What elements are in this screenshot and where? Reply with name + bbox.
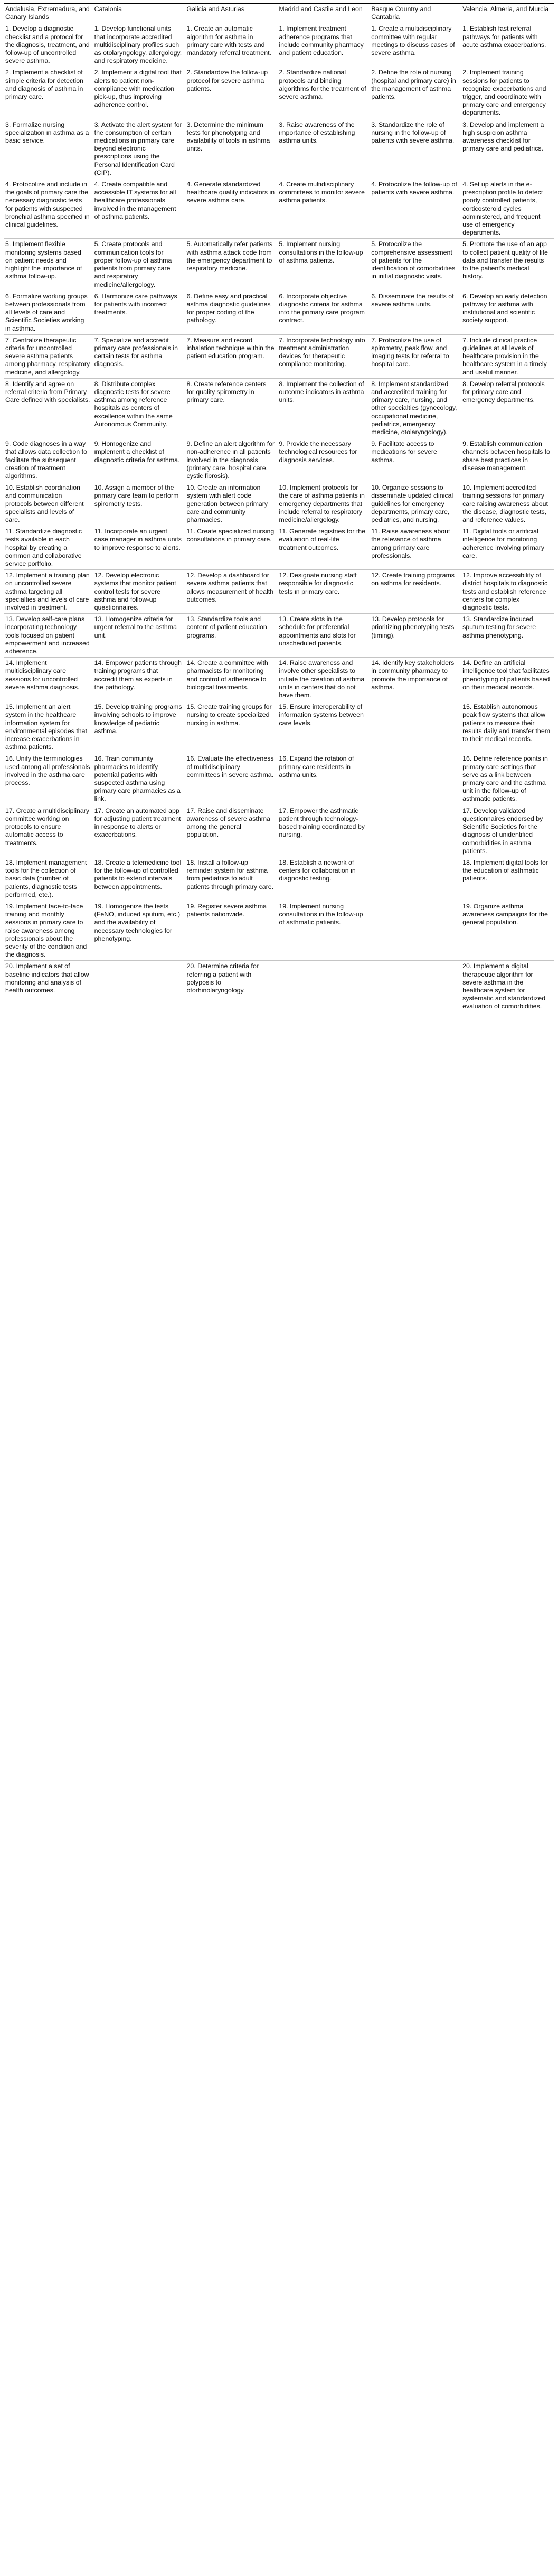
table-cell <box>93 378 186 438</box>
table-cell <box>93 119 186 179</box>
table-cell <box>370 526 461 570</box>
recommendation-text <box>371 807 458 815</box>
table-cell <box>461 179 554 239</box>
recommendation-text: 8. Develop referral protocols for primary care and emergency departments. <box>462 380 545 404</box>
recommendation-text: 20. Determine criteria for referring a patient with polyposis to otorhinolaryngology. <box>186 962 259 994</box>
table-cell <box>370 701 461 753</box>
table-cell <box>370 570 461 614</box>
table-cell <box>461 239 554 291</box>
table-row <box>4 378 554 438</box>
table-cell <box>278 378 370 438</box>
table-cell <box>93 805 186 857</box>
recommendation-text: 14. Raise awareness and involve other specialists to initiate the creation of asthma units in centers that do not have them. <box>279 659 365 699</box>
recommendation-text: 8. Create reference centers for quality spirometry in primary care. <box>186 380 267 404</box>
recommendation-text: 15. Establish autonomous peak flow systems that allow patients to measure their results daily and transfer them to their medical records. <box>462 703 551 743</box>
table-cell <box>370 119 461 179</box>
table-cell <box>186 482 278 526</box>
table-cell <box>461 614 554 658</box>
recommendation-text: 11. Incorporate an urgent case manager in asthma units to improve response to alerts. <box>94 528 182 551</box>
table-cell <box>93 526 186 570</box>
table-cell <box>4 67 93 119</box>
table-cell <box>370 378 461 438</box>
recommendation-text: 1. Create a multidisciplinary committee with regular meetings to discuss cases of severe asthma. <box>371 25 455 57</box>
table-cell <box>186 961 278 1013</box>
recommendation-text: 13. Develop protocols for prioritizing phenotyping tests (timing). <box>371 615 455 639</box>
recommendations-table <box>4 3 554 1013</box>
recommendation-text: 15. Implement an alert system in the healthcare information system for environmental episodes that increase exacerbations in asthma patients. <box>5 703 87 751</box>
table-cell <box>186 614 278 658</box>
recommendation-text: 18. Install a follow-up reminder system for asthma from pediatrics to adult patients through primary care. <box>186 858 274 891</box>
table-cell <box>370 67 461 119</box>
recommendation-text: 10. Create an information system with alert code generation between primary care and community pharmacies. <box>186 484 268 523</box>
recommendation-text: 15. Ensure interoperability of information systems between care levels. <box>279 703 364 727</box>
recommendation-text: 18. Create a telemedicine tool for the follow-up of controlled patients to extend intervals between appointments. <box>94 858 182 891</box>
table-cell <box>4 961 93 1013</box>
recommendation-text: 7. Measure and record inhalation technique within the patient education program. <box>186 336 275 360</box>
table-cell <box>370 179 461 239</box>
table-cell <box>278 482 370 526</box>
table-cell <box>278 334 370 378</box>
table-row <box>4 119 554 179</box>
table-cell <box>4 179 93 239</box>
recommendation-text: 3. Activate the alert system for the consumption of certain medications in primary care beyond electronic prescriptions using the Personal Identification Card (CIP). <box>94 120 182 176</box>
recommendation-text: 5. Promote the use of an app to collect patient quality of life data and transfer the results to the patient's medical history. <box>462 240 548 280</box>
recommendation-text: 9. Provide the necessary technological resources for diagnosis services. <box>279 440 357 464</box>
column-header: Basque Country and Cantabria <box>370 4 461 23</box>
table-cell <box>186 570 278 614</box>
recommendation-text: 14. Create a committee with pharmacists for monitoring and control of adherence to biological treatments. <box>186 659 268 691</box>
table-cell <box>461 119 554 179</box>
table-cell <box>4 482 93 526</box>
table-cell <box>93 570 186 614</box>
recommendation-text: 3. Formalize nursing specialization in asthma as a basic service. <box>5 120 89 145</box>
table-cell <box>461 482 554 526</box>
recommendation-text: 2. Implement a digital tool that alerts to patient non-compliance with medication pick-up, thus improving adherence control. <box>94 69 182 109</box>
table-cell <box>278 658 370 701</box>
recommendation-text: 14. Identify key stakeholders in community pharmacy to promote the importance of asthma. <box>371 659 455 691</box>
table-cell <box>4 119 93 179</box>
recommendation-text: 14. Empower patients through training programs that accredit them as experts in the pathology. <box>94 659 182 691</box>
table-cell <box>278 857 370 901</box>
recommendation-text: 4. Create multidisciplinary committees to monitor severe asthma patients. <box>279 181 365 204</box>
recommendation-text: 10. Implement accredited training sessions for primary care raising awareness about the disease, diagnostic tests, and reference values. <box>462 484 548 523</box>
table-cell <box>93 291 186 334</box>
table-cell <box>278 961 370 1013</box>
table-cell <box>278 805 370 857</box>
column-header: Andalusia, Extremadura, and Canary Islands <box>4 4 93 23</box>
table-cell <box>4 334 93 378</box>
table-cell <box>4 23 93 67</box>
recommendation-text: 16. Evaluate the effectiveness of multidisciplinary committees in severe asthma. <box>186 755 274 779</box>
recommendation-text: 13. Homogenize criteria for urgent referral to the asthma unit. <box>94 615 177 639</box>
table-cell <box>370 334 461 378</box>
recommendation-text: 4. Protocolize and include in the goals of primary care the necessary diagnostic tests for patients with suspected bronchial asthma specified in clinical guidelines. <box>5 181 90 229</box>
recommendation-text: 3. Develop and implement a high suspicion asthma awareness checklist for primary care and pediatrics. <box>462 120 544 153</box>
recommendation-text: 8. Implement standardized and accredited training for primary care, nursing, and other specialties (gynecology, occupational medicine, pediatrics, emergency medicine, otolaryngology). <box>371 380 457 436</box>
table-cell <box>93 239 186 291</box>
recommendation-text: 19. Organize asthma awareness campaigns for the general population. <box>462 902 548 926</box>
table-cell <box>93 482 186 526</box>
document <box>0 0 558 1017</box>
recommendation-text: 3. Determine the minimum tests for phenotyping and availability of tools in asthma units. <box>186 120 270 153</box>
table-cell <box>186 119 278 179</box>
table-cell <box>186 857 278 901</box>
table-cell <box>461 334 554 378</box>
recommendation-text: 6. Formalize working groups between professionals from all levels of care and Scientific Societies working in asthma. <box>5 292 88 332</box>
recommendation-text: 16. Expand the rotation of primary care residents in asthma units. <box>279 755 354 779</box>
table-cell <box>93 901 186 960</box>
table-cell <box>461 438 554 482</box>
recommendation-text: 8. Implement the collection of outcome indicators in asthma units. <box>279 380 364 404</box>
recommendation-text: 10. Organize sessions to disseminate updated clinical guidelines for emergency departments, primary care, pediatrics, and nursing. <box>371 484 453 523</box>
recommendation-text: 1. Establish fast referral pathways for patients with acute asthma exacerbations. <box>462 25 546 49</box>
table-cell <box>461 570 554 614</box>
recommendation-text: 7. Incorporate technology into treatment administration devices for therapeutic compliance monitoring. <box>279 336 365 368</box>
table-row <box>4 658 554 701</box>
recommendation-text: 6. Develop an early detection pathway for asthma with institutional and scientific society support. <box>462 292 547 324</box>
recommendation-text: 14. Implement multidisciplinary care sessions for uncontrolled severe asthma diagnosis. <box>5 659 80 691</box>
recommendation-text: 11. Generate registries for the evaluation of real-life treatment outcomes. <box>279 528 366 551</box>
recommendation-text: 6. Disseminate the results of severe asthma units. <box>371 292 454 308</box>
recommendation-text: 17. Create an automated app for adjusting patient treatment in response to alerts or exacerbations. <box>94 807 181 839</box>
table-row <box>4 67 554 119</box>
recommendation-text: 5. Implement nursing consultations in the follow-up of asthma patients. <box>279 240 363 264</box>
column-header: Catalonia <box>93 4 186 23</box>
table-cell <box>278 701 370 753</box>
table-cell <box>93 438 186 482</box>
table-cell <box>4 658 93 701</box>
table-cell <box>4 857 93 901</box>
recommendation-text: 4. Create compatible and accessible IT systems for all healthcare professionals involved in the management of asthma patients. <box>94 181 176 220</box>
table-cell <box>93 658 186 701</box>
table-cell <box>278 119 370 179</box>
table-cell <box>4 239 93 291</box>
recommendation-text: 17. Raise and disseminate awareness of severe asthma among the general population. <box>186 807 270 839</box>
recommendation-text: 10. Establish coordination and communication protocols between different specialists and levels of care. <box>5 484 84 523</box>
recommendation-text: 2. Standardize the follow-up protocol for severe asthma patients. <box>186 69 268 92</box>
recommendation-text: 13. Standardize induced sputum testing for severe asthma phenotyping. <box>462 615 536 639</box>
recommendation-text: 16. Define reference points in primary care settings that serve as a link between primary care and the asthma unit in the follow-up of asthmatic patients. <box>462 755 548 803</box>
table-cell <box>93 753 186 805</box>
recommendation-text: 18. Implement digital tools for the education of asthmatic patients. <box>462 858 548 883</box>
table-cell <box>278 23 370 67</box>
recommendation-text: 16. Train community pharmacies to identify potential patients with suspected asthma using primary care pharmacies as a link. <box>94 755 181 803</box>
table-cell <box>370 857 461 901</box>
table-cell <box>370 753 461 805</box>
table-cell <box>278 526 370 570</box>
table-cell <box>370 23 461 67</box>
table-cell <box>186 179 278 239</box>
recommendation-text: 1. Develop functional units that incorporate accredited multidisciplinary profiles such as otolaryngology, allergology, and respiratory medicine. <box>94 25 182 65</box>
recommendation-text: 3. Raise awareness of the importance of establishing asthma units. <box>279 120 355 145</box>
recommendation-text <box>371 859 458 867</box>
table-row <box>4 291 554 334</box>
recommendation-text: 7. Protocolize the use of spirometry, peak flow, and imaging tests for referral to hospital care. <box>371 336 449 368</box>
table-cell <box>461 67 554 119</box>
recommendation-text: 19. Register severe asthma patients nationwide. <box>186 902 267 919</box>
table-cell <box>461 901 554 960</box>
table-cell <box>278 901 370 960</box>
recommendation-text: 5. Automatically refer patients with asthma attack code from the emergency department to respiratory medicine. <box>186 240 273 273</box>
table-cell <box>461 658 554 701</box>
table-cell <box>370 805 461 857</box>
table-cell <box>370 961 461 1013</box>
recommendation-text: 13. Standardize tools and content of patient education programs. <box>186 615 267 639</box>
table-row <box>4 570 554 614</box>
table-cell <box>370 482 461 526</box>
table-cell <box>93 857 186 901</box>
recommendation-text: 11. Raise awareness about the relevance of asthma among primary care professionals. <box>371 528 450 559</box>
table-cell <box>278 614 370 658</box>
recommendation-text: 19. Homogenize the tests (FeNO, induced sputum, etc.) and the availability of necessary technologies for phenotyping. <box>94 902 181 942</box>
table-row <box>4 334 554 378</box>
table-cell <box>278 753 370 805</box>
recommendation-text: 1. Create an automatic algorithm for asthma in primary care with tests and mandatory referral treatment. <box>186 25 271 57</box>
recommendation-text: 12. Develop a dashboard for severe asthma patients that allows measurement of health outcomes. <box>186 572 274 603</box>
recommendation-text: 5. Create protocols and communication tools for proper follow-up of asthma patients from primary care and respiratory medicine/allergology. <box>94 240 172 288</box>
table-row <box>4 526 554 570</box>
column-header: Valencia, Almeria, and Murcia <box>461 4 554 23</box>
recommendation-text: 9. Define an alert algorithm for non-adherence in all patients involved in the diagnosis (primary care, hospital care, cystic fibrosis). <box>186 440 275 480</box>
table-row <box>4 753 554 805</box>
table-cell <box>4 570 93 614</box>
recommendation-text: 5. Protocolize the comprehensive assessment of patients for the identification of comorbidities in initial diagnostic visits. <box>371 240 456 280</box>
recommendation-text: 8. Distribute complex diagnostic tests for severe asthma among reference hospitals as centers of excellence within the same Autonomous Community. <box>94 380 173 428</box>
table-cell <box>370 901 461 960</box>
recommendation-text: 19. Implement nursing consultations in the follow-up of asthmatic patients. <box>279 902 363 926</box>
recommendation-text: 10. Implement protocols for the care of asthma patients in emergency departments that include referral to respiratory medicine/allergology. <box>279 484 365 523</box>
recommendation-text: 12. Create training programs on asthma for residents. <box>371 572 455 587</box>
table-cell <box>461 23 554 67</box>
recommendation-text: 12. Designate nursing staff responsible for diagnostic tests in primary care. <box>279 572 357 595</box>
table-row <box>4 857 554 901</box>
column-header: Galicia and Asturias <box>186 4 278 23</box>
table-cell <box>4 291 93 334</box>
recommendation-text: 4. Protocolize the follow-up of patients with severe asthma. <box>371 181 457 196</box>
recommendation-text: 9. Code diagnoses in a way that allows data collection to facilitate the subsequent creation of treatment algorithms. <box>5 440 87 480</box>
recommendation-text: 4. Set up alerts in the e-prescription profile to detect poorly controlled patients, corticosteroid cycles administered, and frequent use of emergency departments. <box>462 181 543 237</box>
recommendation-text: 13. Create slots in the schedule for preferential appointments and slots for unscheduled patients. <box>279 615 356 647</box>
table-row <box>4 23 554 67</box>
table-cell <box>186 334 278 378</box>
recommendation-text: 14. Define an artificial intelligence tool that facilitates phenotyping of patients based on their medical records. <box>462 659 550 691</box>
recommendation-text <box>371 903 458 911</box>
recommendation-text: 13. Develop self-care plans incorporating technology tools focused on patient empowerment and increased adherence. <box>5 615 90 655</box>
table-row <box>4 614 554 658</box>
recommendation-text <box>371 962 458 970</box>
table-cell <box>186 438 278 482</box>
recommendation-text: 1. Develop a diagnostic checklist and a protocol for the diagnosis, treatment, and follow-up of uncontrolled severe asthma. <box>5 25 90 65</box>
table-cell <box>278 570 370 614</box>
table-cell <box>93 179 186 239</box>
table-row <box>4 482 554 526</box>
recommendation-text: 11. Standardize diagnostic tests available in each hospital by creating a common and collaborative service portfolio. <box>5 528 82 567</box>
table-row <box>4 179 554 239</box>
recommendation-text: 9. Establish communication channels between hospitals to share best practices in disease management. <box>462 440 551 472</box>
table-row <box>4 961 554 1013</box>
recommendation-text: 1. Implement treatment adherence programs that include community pharmacy and patient education. <box>279 25 364 57</box>
recommendation-text: 2. Implement training sessions for patients to recognize exacerbations and trigger, and coordinate with primary care and emergency departments. <box>462 69 546 117</box>
recommendation-text: 3. Standardize the role of nursing in the follow-up of patients with severe asthma. <box>371 120 455 145</box>
recommendation-text: 16. Unify the terminologies used among all professionals involved in the asthma care process. <box>5 755 90 787</box>
recommendation-text: 15. Create training groups for nursing to create specialized nursing in asthma. <box>186 703 272 727</box>
recommendation-text <box>279 962 367 970</box>
table-cell <box>370 614 461 658</box>
table-cell <box>461 291 554 334</box>
recommendation-text: 12. Develop electronic systems that monitor patient control tests for severe asthma and follow-up questionnaires. <box>94 572 176 612</box>
table-cell <box>461 857 554 901</box>
table-row <box>4 901 554 960</box>
table-cell <box>4 753 93 805</box>
table-cell <box>186 701 278 753</box>
recommendation-text: 19. Implement face-to-face training and monthly sessions in primary care to raise awareness among professionals about the severity of the condition and the diagnosis. <box>5 902 87 959</box>
recommendation-text: 4. Generate standardized healthcare quality indicators in severe asthma care. <box>186 181 275 204</box>
recommendation-text: 9. Homogenize and implement a checklist of diagnostic criteria for asthma. <box>94 440 180 464</box>
table-cell <box>93 701 186 753</box>
table-body <box>4 23 554 1013</box>
recommendation-text: 12. Implement a training plan on uncontrolled severe asthma targeting all specialties and levels of care involved in treatment. <box>5 572 90 612</box>
recommendation-text: 11. Digital tools or artificial intelligence for monitoring adherence involving primary care. <box>462 528 545 559</box>
table-cell <box>461 378 554 438</box>
table-cell <box>461 805 554 857</box>
table-cell <box>186 805 278 857</box>
recommendation-text: 17. Create a multidisciplinary committee working on protocols to ensure automatic access to treatments. <box>5 807 90 847</box>
table-cell <box>370 438 461 482</box>
recommendation-text <box>371 755 458 763</box>
table-cell <box>186 378 278 438</box>
table-cell <box>278 239 370 291</box>
recommendation-text: 9. Facilitate access to medications for severe asthma. <box>371 440 437 464</box>
table-cell <box>4 901 93 960</box>
table-cell <box>186 67 278 119</box>
recommendation-text: 6. Incorporate objective diagnostic criteria for asthma into the primary care program contract. <box>279 292 365 324</box>
table-cell <box>4 378 93 438</box>
recommendation-text <box>371 703 458 711</box>
recommendation-text: 11. Create specialized nursing consultations in primary care. <box>186 528 275 544</box>
table-cell <box>461 526 554 570</box>
recommendation-text: 7. Specialize and accredit primary care professionals in certain tests for asthma diagnosis. <box>94 336 178 368</box>
table-cell <box>186 23 278 67</box>
recommendation-text: 20. Implement a set of baseline indicators that allow monitoring and analysis of health outcomes. <box>5 962 89 994</box>
table-cell <box>370 239 461 291</box>
recommendation-text: 17. Develop validated questionnaires endorsed by Scientific Societies for the diagnosis of unidentified comorbidities in asthma patients. <box>462 807 543 855</box>
table-cell <box>93 67 186 119</box>
table-cell <box>370 291 461 334</box>
table-cell <box>93 334 186 378</box>
recommendation-text: 7. Include clinical practice guidelines at all levels of healthcare provision in the healthcare system in a timely and useful manner. <box>462 336 547 376</box>
recommendation-text: 2. Define the role of nursing (hospital and primary care) in the management of asthma patients. <box>371 69 456 101</box>
table-row <box>4 701 554 753</box>
recommendation-text: 18. Establish a network of centers for collaboration in diagnostic testing. <box>279 858 356 883</box>
table-cell <box>461 961 554 1013</box>
recommendation-text: 7. Centralize therapeutic criteria for uncontrolled severe asthma patients among pharmacy, respiratory medicine, and allergology. <box>5 336 90 376</box>
table-row <box>4 438 554 482</box>
recommendation-text: 2. Standardize national protocols and binding algorithms for the treatment of severe asthma. <box>279 69 366 101</box>
recommendation-text <box>94 962 183 970</box>
table-cell <box>278 67 370 119</box>
table-cell <box>4 805 93 857</box>
table-cell <box>186 239 278 291</box>
recommendation-text: 17. Empower the asthmatic patient through technology-based training coordinated by nursing. <box>279 807 365 839</box>
table-cell <box>278 438 370 482</box>
recommendation-text: 2. Implement a checklist of simple criteria for detection and diagnosis of asthma in primary care. <box>5 69 84 101</box>
table-cell <box>278 291 370 334</box>
table-cell <box>93 961 186 1013</box>
table-cell <box>4 438 93 482</box>
table-cell <box>4 614 93 658</box>
column-header: Madrid and Castile and Leon <box>278 4 370 23</box>
recommendation-text: 10. Assign a member of the primary care team to perform spirometry tests. <box>94 484 179 508</box>
table-cell <box>93 23 186 67</box>
table-cell <box>186 291 278 334</box>
recommendation-text: 8. Identify and agree on referral criteria from Primary Care defined with specialists. <box>5 380 90 404</box>
table-header-row <box>4 4 554 23</box>
recommendation-text: 6. Harmonize care pathways for patients with incorrect treatments. <box>94 292 177 316</box>
recommendation-text: 6. Define easy and practical asthma diagnostic guidelines for proper coding of the pathology. <box>186 292 271 324</box>
recommendation-text: 15. Develop training programs involving schools to improve knowledge of pediatric asthma. <box>94 703 182 735</box>
table-cell <box>4 701 93 753</box>
table-cell <box>278 179 370 239</box>
table-cell <box>461 701 554 753</box>
table-cell <box>186 901 278 960</box>
table-cell <box>186 753 278 805</box>
table-row <box>4 805 554 857</box>
recommendation-text: 20. Implement a digital therapeutic algorithm for severe asthma in the healthcare system for systematic and standardized evaluation of comorbidities. <box>462 962 546 1010</box>
table-cell <box>93 614 186 658</box>
table-cell <box>370 658 461 701</box>
recommendation-text: 12. Improve accessibility of district hospitals to diagnostic tests and establish reference centers for complex diagnostic tests. <box>462 572 548 612</box>
table-cell <box>461 753 554 805</box>
table-row <box>4 239 554 291</box>
table-cell <box>186 526 278 570</box>
table-cell <box>4 526 93 570</box>
table-cell <box>186 658 278 701</box>
recommendation-text: 5. Implement flexible monitoring systems based on patient needs and highlight the importance of asthma follow-up. <box>5 240 82 280</box>
recommendation-text: 18. Implement management tools for the collection of basic data (number of patients, diagnostic tests performed, etc.). <box>5 858 87 898</box>
